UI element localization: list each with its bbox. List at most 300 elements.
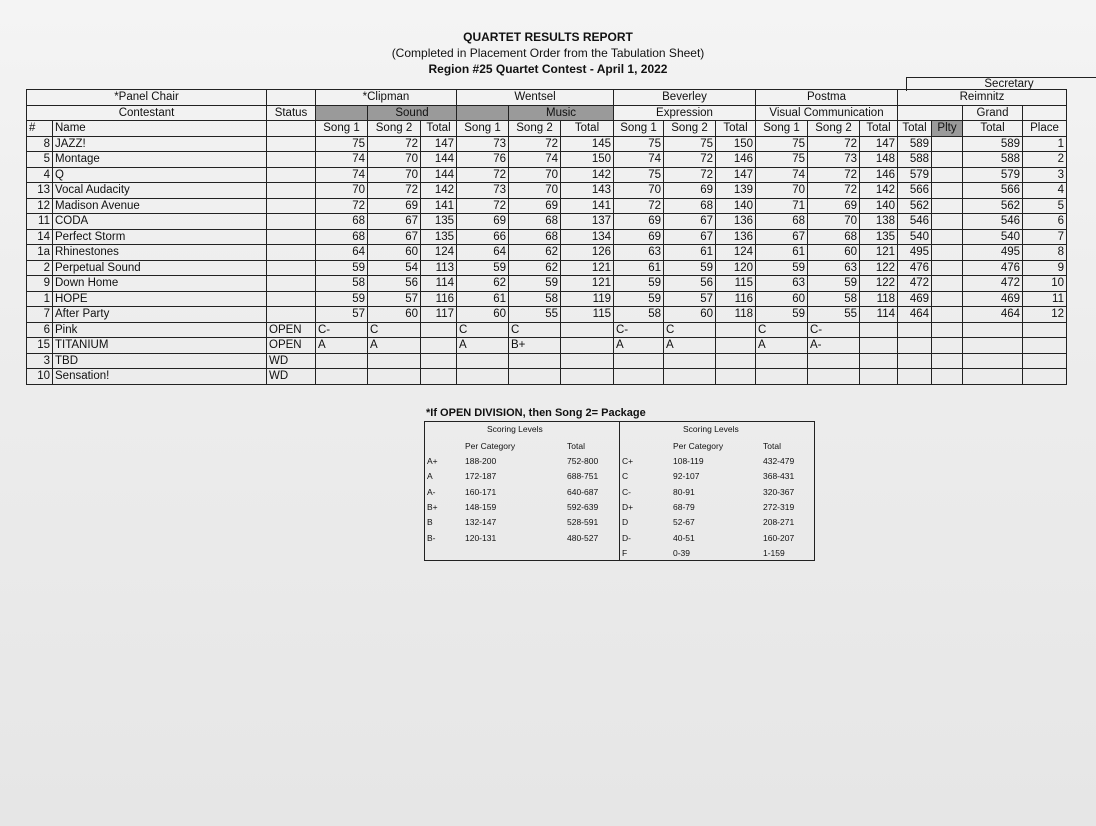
score-cell: 59 xyxy=(614,291,664,307)
status-cell xyxy=(267,276,316,292)
total-cell: 540 xyxy=(898,229,932,245)
contestant-number: 2 xyxy=(27,260,53,276)
score-cell: 135 xyxy=(421,229,457,245)
score-cell: 140 xyxy=(860,198,898,214)
score-cell: 57 xyxy=(368,291,421,307)
score-cell: 144 xyxy=(421,152,457,168)
legend-grade: D- xyxy=(622,532,631,543)
clipman-song2-header: Song 2 xyxy=(368,121,421,137)
total-cell xyxy=(898,353,932,369)
legend-grade: A xyxy=(427,471,433,482)
score-cell xyxy=(421,322,457,338)
judge-names-row xyxy=(27,90,1067,106)
score-cell: 60 xyxy=(756,291,808,307)
score-cell: 60 xyxy=(808,245,860,261)
score-cell: 75 xyxy=(614,136,664,152)
score-cell xyxy=(316,353,368,369)
total-cell xyxy=(898,322,932,338)
score-cell: 68 xyxy=(808,229,860,245)
score-cell: 76 xyxy=(457,152,509,168)
score-cell: 138 xyxy=(860,214,898,230)
score-cell: 117 xyxy=(421,307,457,323)
score-cell: C xyxy=(756,322,808,338)
score-cell: 114 xyxy=(421,276,457,292)
score-cell: 59 xyxy=(664,260,716,276)
scoring-levels-right: Scoring Levels xyxy=(683,424,739,434)
score-cell: 137 xyxy=(561,214,614,230)
postma-total-header: Total xyxy=(860,121,898,137)
score-cell: 142 xyxy=(421,183,457,199)
penalty-cell xyxy=(932,167,963,183)
score-cell: 73 xyxy=(808,152,860,168)
score-cell: 74 xyxy=(756,167,808,183)
grand-total-cell: 579 xyxy=(963,167,1023,183)
contestant-number: 12 xyxy=(27,198,53,214)
score-cell: 74 xyxy=(316,152,368,168)
total-cell: 472 xyxy=(898,276,932,292)
penalty-cell xyxy=(932,152,963,168)
contestant-row xyxy=(27,167,1067,183)
legend-total-range: 272-319 xyxy=(763,501,795,512)
status-cell xyxy=(267,214,316,230)
score-cell: 58 xyxy=(808,291,860,307)
total-cell: 589 xyxy=(898,136,932,152)
contestant-name: Sensation! xyxy=(53,369,267,385)
contestant-row xyxy=(27,338,1067,354)
place-cell: 5 xyxy=(1023,198,1067,214)
contestant-name: Q xyxy=(53,167,267,183)
score-cell: A xyxy=(664,338,716,354)
score-cell: 58 xyxy=(316,276,368,292)
score-cell: 64 xyxy=(316,245,368,261)
column-header-row xyxy=(27,121,1067,137)
score-cell: 73 xyxy=(457,183,509,199)
legend-grade: C+ xyxy=(622,456,634,466)
score-cell: 68 xyxy=(316,229,368,245)
grand-total-cell xyxy=(963,322,1023,338)
score-cell: 147 xyxy=(421,136,457,152)
score-cell xyxy=(368,369,421,385)
place-cell: 12 xyxy=(1023,307,1067,323)
penalty-cell xyxy=(932,260,963,276)
per-category-left: Per Category xyxy=(465,441,516,451)
score-cell: 73 xyxy=(457,136,509,152)
score-cell: 59 xyxy=(756,307,808,323)
score-cell: 67 xyxy=(368,229,421,245)
contestant-row xyxy=(27,229,1067,245)
contestant-name: Rhinestones xyxy=(53,245,267,261)
score-cell: A xyxy=(457,338,509,354)
score-cell: 63 xyxy=(756,276,808,292)
score-cell: 56 xyxy=(368,276,421,292)
status-cell xyxy=(267,229,316,245)
score-cell: 134 xyxy=(561,229,614,245)
score-cell: 150 xyxy=(716,136,756,152)
score-cell: 59 xyxy=(316,291,368,307)
contestant-row xyxy=(27,260,1067,276)
penalty-cell xyxy=(932,229,963,245)
penalty-cell xyxy=(932,322,963,338)
panel-chair-label: *Panel Chair xyxy=(27,90,267,106)
score-cell: 75 xyxy=(316,136,368,152)
place-cell: 6 xyxy=(1023,214,1067,230)
total-left: Total xyxy=(567,441,585,451)
score-cell: 68 xyxy=(509,229,561,245)
score-cell: 55 xyxy=(808,307,860,323)
total-cell xyxy=(898,369,932,385)
score-cell: 59 xyxy=(614,276,664,292)
score-cell: 72 xyxy=(316,198,368,214)
score-cell xyxy=(368,353,421,369)
contestant-row xyxy=(27,198,1067,214)
legend-category-range: 92-107 xyxy=(673,471,700,482)
contestant-number: 11 xyxy=(27,214,53,230)
category-sound: Sound xyxy=(368,105,457,121)
contestant-number: 1a xyxy=(27,245,53,261)
score-cell: 126 xyxy=(561,245,614,261)
contestant-name: Vocal Audacity xyxy=(53,183,267,199)
status-cell xyxy=(267,291,316,307)
legend-total-range: 640-687 xyxy=(567,486,599,497)
contestant-name: Perfect Storm xyxy=(53,229,267,245)
legend-grade: D+ xyxy=(622,501,634,512)
penalty-cell xyxy=(932,291,963,307)
score-cell: 116 xyxy=(421,291,457,307)
score-cell: 60 xyxy=(457,307,509,323)
score-cell: 120 xyxy=(716,260,756,276)
score-cell: 121 xyxy=(561,260,614,276)
score-cell: 115 xyxy=(561,307,614,323)
score-cell xyxy=(509,353,561,369)
grand-total-cell: 476 xyxy=(963,260,1023,276)
score-cell xyxy=(421,353,457,369)
score-cell xyxy=(421,369,457,385)
status-cell xyxy=(267,152,316,168)
score-cell: 136 xyxy=(716,214,756,230)
score-cell: A xyxy=(316,338,368,354)
score-cell: 54 xyxy=(368,260,421,276)
legend-category-range: 132-147 xyxy=(465,517,497,528)
status-cell xyxy=(267,307,316,323)
score-cell: C- xyxy=(316,322,368,338)
score-cell: 72 xyxy=(614,198,664,214)
score-cell xyxy=(664,369,716,385)
legend-grade: B+ xyxy=(427,501,438,512)
contestant-row xyxy=(27,369,1067,385)
beverley-song1-header: Song 1 xyxy=(614,121,664,137)
total-right: Total xyxy=(763,441,781,451)
score-cell: 70 xyxy=(509,183,561,199)
score-cell: 61 xyxy=(614,260,664,276)
place-cell xyxy=(1023,322,1067,338)
score-cell: 124 xyxy=(421,245,457,261)
total-cell: 464 xyxy=(898,307,932,323)
score-cell: 136 xyxy=(716,229,756,245)
grand-total-cell: 495 xyxy=(963,245,1023,261)
score-cell xyxy=(561,353,614,369)
scoring-legend xyxy=(424,421,815,561)
score-cell: 57 xyxy=(664,291,716,307)
legend-category-range: 68-79 xyxy=(673,501,695,512)
score-cell: 70 xyxy=(808,214,860,230)
contestant-row xyxy=(27,183,1067,199)
score-cell xyxy=(421,338,457,354)
score-cell: 59 xyxy=(316,260,368,276)
score-cell: 71 xyxy=(756,198,808,214)
score-cell: C xyxy=(457,322,509,338)
score-cell: 121 xyxy=(860,245,898,261)
score-cell: 69 xyxy=(368,198,421,214)
contestant-header: Contestant xyxy=(27,105,267,121)
score-cell: 70 xyxy=(756,183,808,199)
status-cell: OPEN xyxy=(267,322,316,338)
score-cell: 114 xyxy=(860,307,898,323)
total-cell: 469 xyxy=(898,291,932,307)
score-cell: 62 xyxy=(509,245,561,261)
legend-grade: B xyxy=(427,517,433,528)
legend-total-range: 368-431 xyxy=(763,471,795,482)
legend-grade: A+ xyxy=(427,456,438,466)
score-cell: 63 xyxy=(614,245,664,261)
score-cell: 72 xyxy=(808,183,860,199)
grand-total-cell: 589 xyxy=(963,136,1023,152)
score-cell: 70 xyxy=(368,167,421,183)
per-category-right: Per Category xyxy=(673,441,724,451)
score-cell: C xyxy=(664,322,716,338)
score-cell: 69 xyxy=(509,198,561,214)
legend-category-range: 172-187 xyxy=(465,471,497,482)
penalty-cell xyxy=(932,353,963,369)
total-cell: 566 xyxy=(898,183,932,199)
score-cell: 61 xyxy=(664,245,716,261)
report-title: QUARTET RESULTS REPORT xyxy=(463,30,633,44)
score-cell xyxy=(614,353,664,369)
score-cell: 113 xyxy=(421,260,457,276)
legend-grade: B- xyxy=(427,532,436,543)
score-cell: 69 xyxy=(457,214,509,230)
score-cell: 68 xyxy=(756,214,808,230)
score-cell: A xyxy=(614,338,664,354)
score-cell: 55 xyxy=(509,307,561,323)
place-cell xyxy=(1023,353,1067,369)
score-cell: 115 xyxy=(716,276,756,292)
judge-postma: Postma xyxy=(756,90,898,106)
wentsel-song2-header: Song 2 xyxy=(509,121,561,137)
beverley-song2-header: Song 2 xyxy=(664,121,716,137)
penalty-cell xyxy=(932,245,963,261)
score-cell: 140 xyxy=(716,198,756,214)
place-cell: 10 xyxy=(1023,276,1067,292)
score-cell: C xyxy=(509,322,561,338)
category-row xyxy=(27,105,1067,121)
score-cell: 142 xyxy=(860,183,898,199)
contestant-number: 3 xyxy=(27,353,53,369)
score-cell: A- xyxy=(808,338,860,354)
score-cell: 57 xyxy=(316,307,368,323)
score-cell: A xyxy=(368,338,421,354)
total-cell: 546 xyxy=(898,214,932,230)
score-cell: 135 xyxy=(860,229,898,245)
total-header: Total xyxy=(898,121,932,137)
legend-category-range: 40-51 xyxy=(673,532,695,543)
score-cell: 72 xyxy=(368,183,421,199)
score-cell: 68 xyxy=(664,198,716,214)
score-cell: 63 xyxy=(808,260,860,276)
score-cell: 72 xyxy=(457,198,509,214)
score-cell: 69 xyxy=(808,198,860,214)
contestant-row xyxy=(27,291,1067,307)
score-cell: 75 xyxy=(614,167,664,183)
legend-total-range: 592-639 xyxy=(567,501,599,512)
score-cell: 72 xyxy=(457,167,509,183)
score-cell: 67 xyxy=(664,214,716,230)
score-cell: 72 xyxy=(808,136,860,152)
place-cell: 7 xyxy=(1023,229,1067,245)
score-cell: 124 xyxy=(716,245,756,261)
score-cell: 68 xyxy=(316,214,368,230)
score-cell: 116 xyxy=(716,291,756,307)
score-cell xyxy=(614,369,664,385)
category-visual: Visual Communication xyxy=(756,105,898,121)
legend-total-range: 320-367 xyxy=(763,486,795,497)
score-cell xyxy=(561,369,614,385)
place-cell: 3 xyxy=(1023,167,1067,183)
contestant-row xyxy=(27,152,1067,168)
grand-total-cell xyxy=(963,353,1023,369)
score-cell: 122 xyxy=(860,260,898,276)
contestant-number: 13 xyxy=(27,183,53,199)
score-cell xyxy=(808,369,860,385)
contestant-row xyxy=(27,353,1067,369)
score-cell: 69 xyxy=(664,183,716,199)
legend-grade: C- xyxy=(622,486,631,497)
status-header: Status xyxy=(267,105,316,121)
legend-category-range: 108-119 xyxy=(673,456,704,466)
score-cell: 60 xyxy=(368,245,421,261)
score-cell xyxy=(716,338,756,354)
place-cell: 9 xyxy=(1023,260,1067,276)
contestant-name: Montage xyxy=(53,152,267,168)
score-cell: 69 xyxy=(614,229,664,245)
contestant-number: 6 xyxy=(27,322,53,338)
legend-category-range: 160-171 xyxy=(465,486,497,497)
legend-total-range: 432-479 xyxy=(763,456,795,466)
status-cell: WD xyxy=(267,353,316,369)
status-cell: OPEN xyxy=(267,338,316,354)
score-cell: 141 xyxy=(421,198,457,214)
legend-category-range: 52-67 xyxy=(673,517,695,528)
score-cell xyxy=(457,353,509,369)
score-cell: 58 xyxy=(614,307,664,323)
score-cell: 122 xyxy=(860,276,898,292)
contestant-row xyxy=(27,214,1067,230)
score-cell xyxy=(664,353,716,369)
contest-name: Region #25 Quartet Contest - April 1, 2022 xyxy=(428,62,668,76)
contestant-name: Perpetual Sound xyxy=(53,260,267,276)
score-cell: 61 xyxy=(457,291,509,307)
score-cell: 61 xyxy=(756,245,808,261)
category-expression: Expression xyxy=(614,105,756,121)
score-cell: 62 xyxy=(509,260,561,276)
place-cell: 2 xyxy=(1023,152,1067,168)
contestant-name: Madison Avenue xyxy=(53,198,267,214)
score-cell xyxy=(808,353,860,369)
total-cell: 562 xyxy=(898,198,932,214)
score-cell xyxy=(457,369,509,385)
status-cell xyxy=(267,260,316,276)
legend-title: *If OPEN DIVISION, then Song 2= Package xyxy=(426,407,646,419)
score-cell: 150 xyxy=(561,152,614,168)
place-cell: 4 xyxy=(1023,183,1067,199)
grand-total-cell: 469 xyxy=(963,291,1023,307)
score-cell: 72 xyxy=(808,167,860,183)
score-cell: 68 xyxy=(509,214,561,230)
score-cell: A xyxy=(756,338,808,354)
contestant-row xyxy=(27,245,1067,261)
legend-total-range: 480-527 xyxy=(567,532,599,543)
contestant-name: HOPE xyxy=(53,291,267,307)
grand-total-cell: 588 xyxy=(963,152,1023,168)
score-cell: 72 xyxy=(664,152,716,168)
contestant-row xyxy=(27,136,1067,152)
score-cell: 75 xyxy=(756,136,808,152)
status-cell xyxy=(267,167,316,183)
contestant-number: 5 xyxy=(27,152,53,168)
legend-total-range: 688-751 xyxy=(567,471,599,482)
contestant-number: 10 xyxy=(27,369,53,385)
score-cell xyxy=(561,322,614,338)
num-header: # xyxy=(27,121,53,137)
status-cell: WD xyxy=(267,369,316,385)
score-cell: 72 xyxy=(509,136,561,152)
contestant-name: TBD xyxy=(53,353,267,369)
legend-category-range: 188-200 xyxy=(465,456,497,466)
score-cell xyxy=(316,369,368,385)
contestant-name: TITANIUM xyxy=(53,338,267,354)
score-cell xyxy=(756,369,808,385)
grand-total-cell: 546 xyxy=(963,214,1023,230)
judge-wentsel: Wentsel xyxy=(457,90,614,106)
score-cell: 70 xyxy=(509,167,561,183)
grand-total-cell: 472 xyxy=(963,276,1023,292)
clipman-song1-header: Song 1 xyxy=(316,121,368,137)
score-cell: B+ xyxy=(509,338,561,354)
score-cell: 60 xyxy=(664,307,716,323)
score-cell: 72 xyxy=(368,136,421,152)
score-cell: 118 xyxy=(860,291,898,307)
score-cell: 60 xyxy=(368,307,421,323)
place-cell: 11 xyxy=(1023,291,1067,307)
legend-grade: C xyxy=(622,471,629,482)
place-cell: 1 xyxy=(1023,136,1067,152)
grand-total-header: Total xyxy=(963,121,1023,137)
score-cell: C- xyxy=(614,322,664,338)
scoring-levels-left: Scoring Levels xyxy=(487,424,543,434)
total-cell: 588 xyxy=(898,152,932,168)
contestant-number: 8 xyxy=(27,136,53,152)
score-cell: 72 xyxy=(664,167,716,183)
score-cell: 121 xyxy=(561,276,614,292)
score-cell: C- xyxy=(808,322,860,338)
score-cell: 142 xyxy=(561,167,614,183)
score-cell: 67 xyxy=(756,229,808,245)
status-cell xyxy=(267,198,316,214)
score-cell: C xyxy=(368,322,421,338)
score-cell xyxy=(860,322,898,338)
score-cell: 64 xyxy=(457,245,509,261)
postma-song2-header: Song 2 xyxy=(808,121,860,137)
legend-category-range: 80-91 xyxy=(673,486,695,497)
